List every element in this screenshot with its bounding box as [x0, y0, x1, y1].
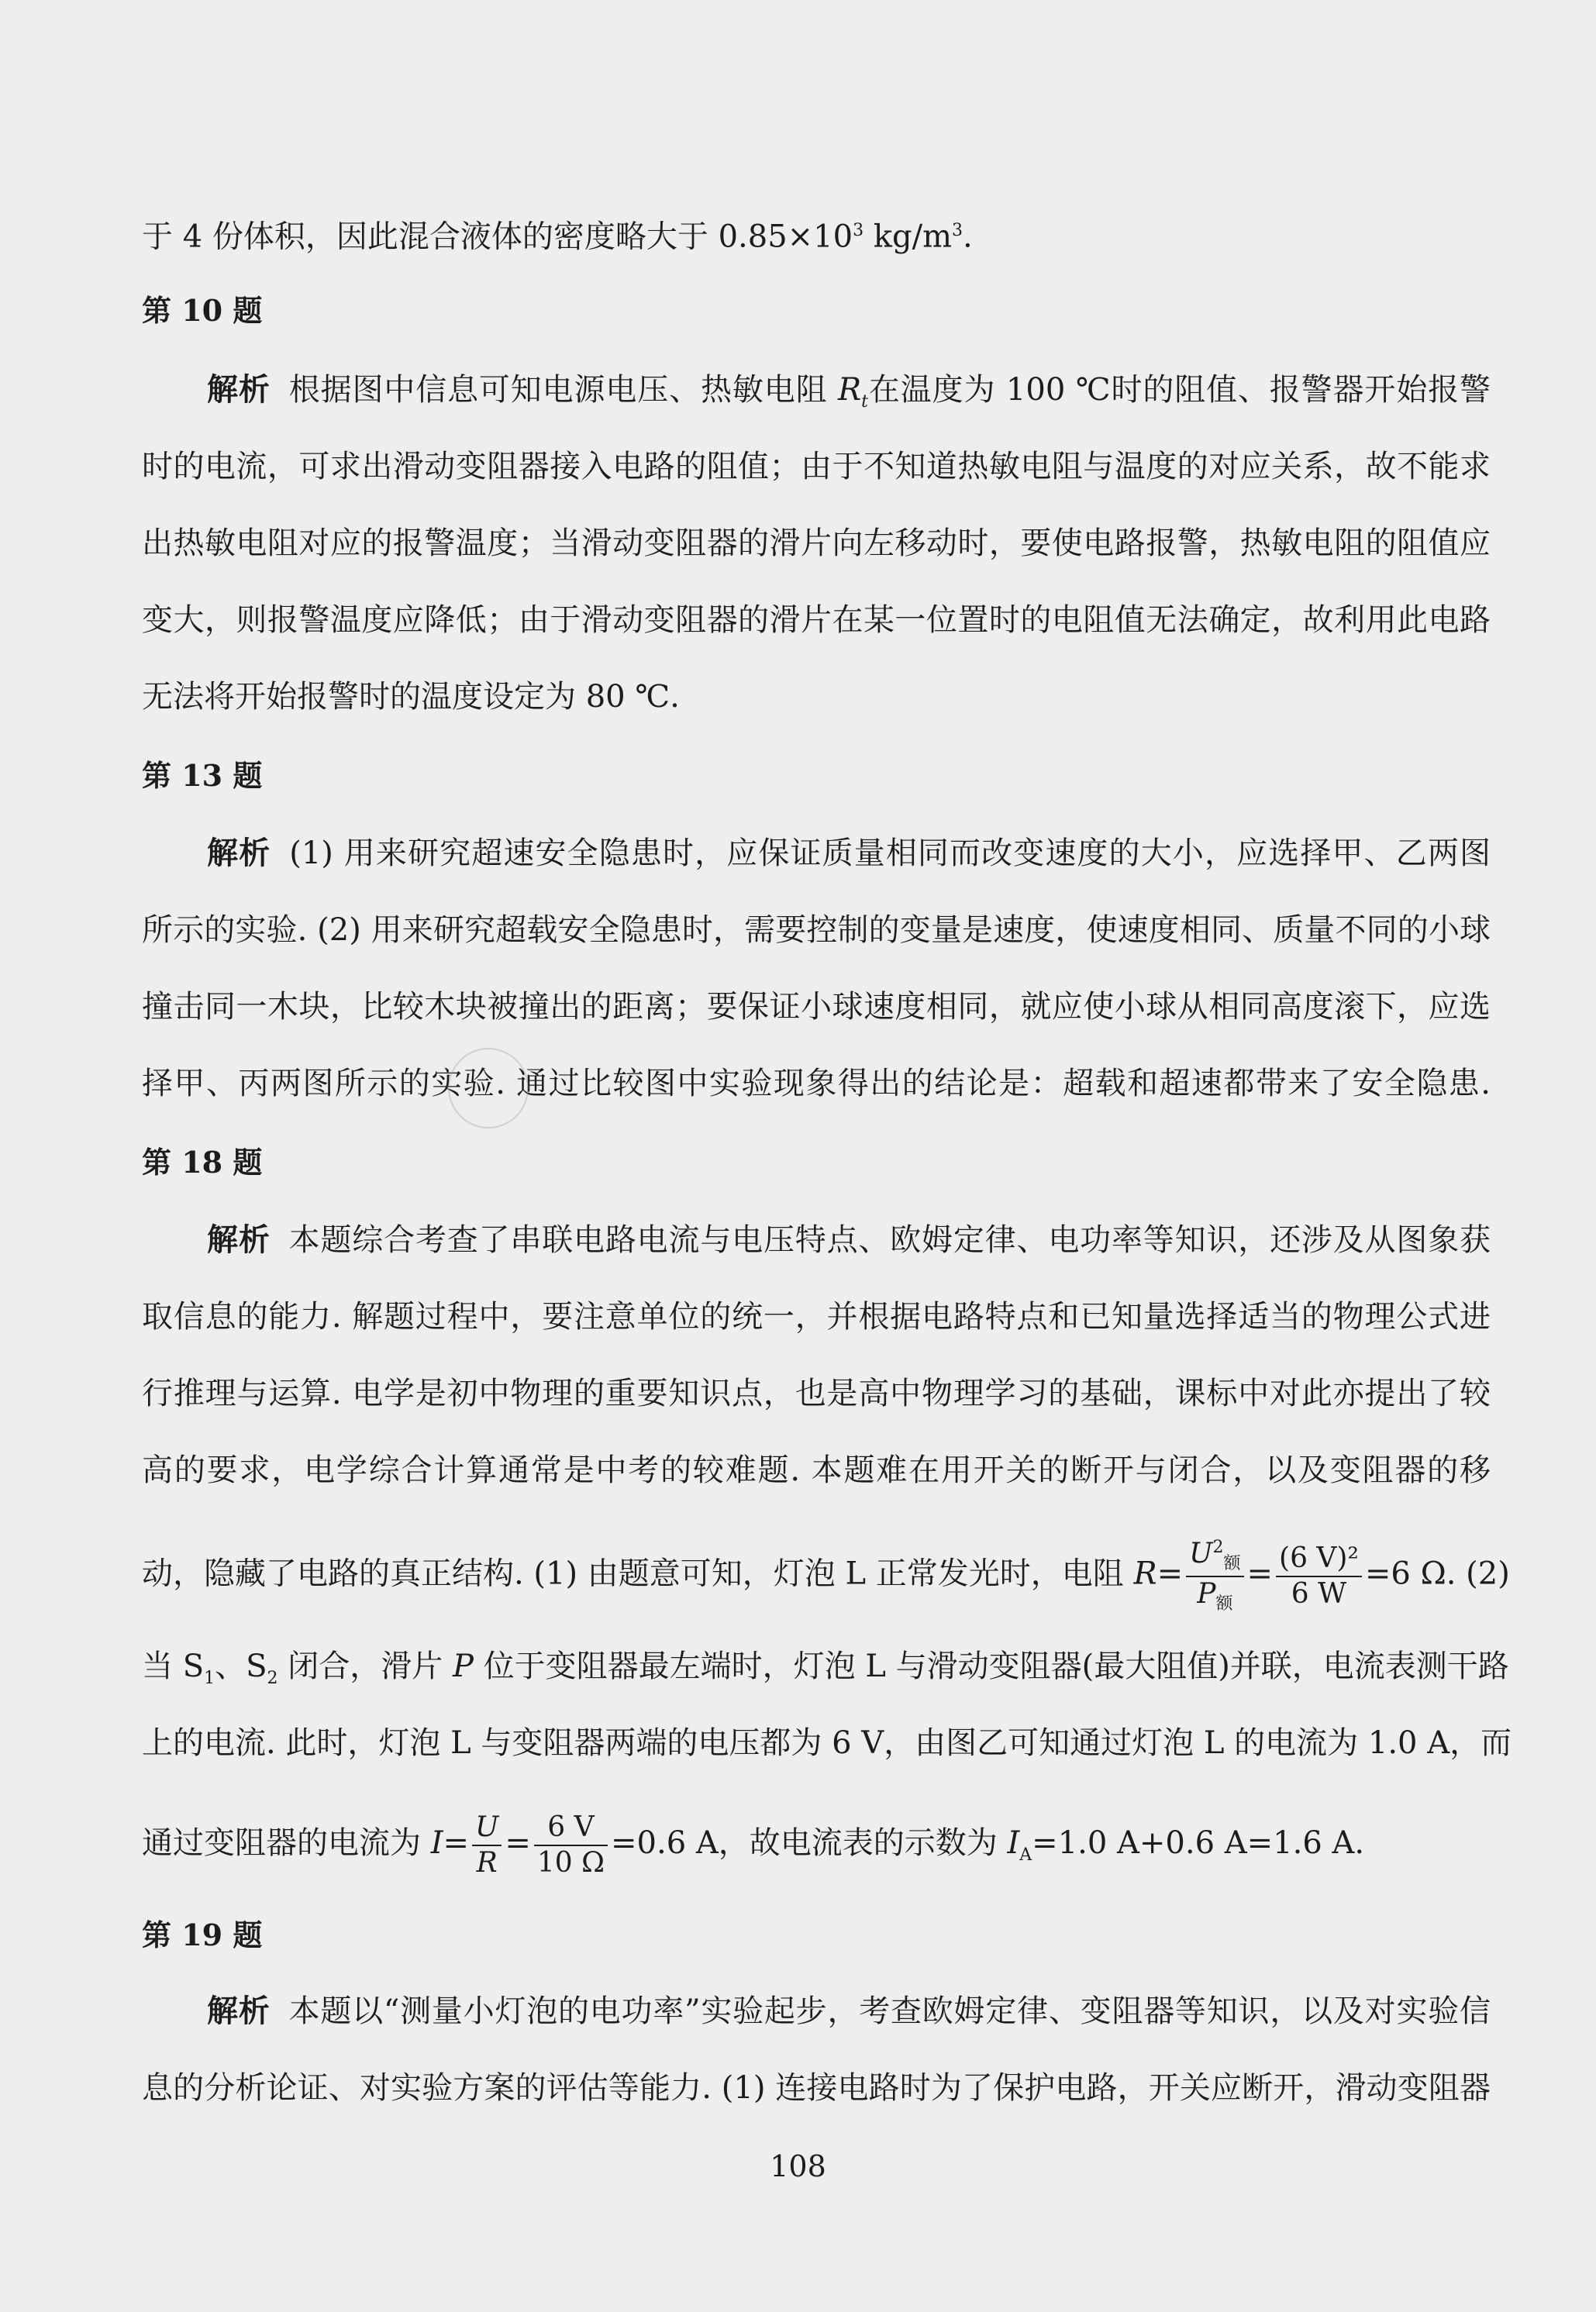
text-span: 根据图中信息可知电源电压、热敏电阻 [288, 372, 839, 408]
formula-line [142, 1538, 1510, 1614]
fraction-denominator: 6 W [1291, 1577, 1347, 1610]
text-span: =6 Ω. (2) [1364, 1556, 1510, 1592]
faint-seal-mark [448, 1048, 529, 1128]
text-line [142, 832, 1491, 874]
text-line: 上的电流. 此时，灯泡 L 与变阻器两端的电压都为 6 V，由图乙可知通过灯泡 L 的电流为 1.0 A，而 [142, 1725, 1512, 1761]
text-line [142, 369, 1491, 423]
variable: R [1133, 1556, 1157, 1592]
text-line: 择甲、丙两图所示的实验. 通过比较图中实验现象得出的结论是：超载和超速都带来了安全隐患. [142, 1066, 1491, 1101]
variable: U [1189, 1538, 1213, 1569]
text-span: 当 S [142, 1649, 205, 1684]
text-line: 息的分析论证、对实验方案的评估等能力. (1) 连接电路时为了保护电路，开关应断开，滑动变阻器 [142, 2070, 1491, 2106]
fraction-numerator: U [472, 1814, 502, 1846]
subscript: 额 [1223, 1554, 1241, 1574]
superscript: 3 [952, 221, 963, 240]
text-line: 撞击同一木块，比较木块被撞出的距离；要保证小球速度相同，就应使小球从相同高度滚下，应选 [142, 989, 1491, 1025]
section-heading-q19: 第 19 题 [142, 1917, 263, 1952]
fraction-values [1276, 1542, 1362, 1610]
subscript: t [861, 392, 869, 412]
fraction-power [1186, 1539, 1243, 1613]
superscript: 3 [853, 221, 864, 240]
page-number: 108 [770, 2149, 826, 2183]
fraction-denominator [1186, 1577, 1243, 1613]
text-line: 变大，则报警温度应降低；由于滑动变阻器的滑片在某一位置时的电阻值无法确定，故利用此电路 [142, 602, 1491, 638]
text-line: 无法将开始报警时的温度设定为 80 ℃. [142, 679, 680, 715]
section-heading-q10: 第 10 题 [142, 293, 263, 328]
text-span: 在温度为 100 ℃时的阻值、报警器开始报警 [868, 372, 1491, 408]
fraction-numerator: 6 V [534, 1814, 608, 1846]
analysis-label: 解析 [207, 835, 271, 871]
analysis-label: 解析 [207, 371, 271, 408]
variable: R [838, 372, 862, 408]
variable: I [1007, 1825, 1020, 1861]
superscript: 2 [1212, 1538, 1224, 1557]
subscript: 额 [1215, 1594, 1233, 1614]
formula-line [142, 1811, 1491, 1879]
text-line: 出热敏电阻对应的报警温度；当滑动变阻器的滑片向左移动时，要使电路报警，热敏电阻的阻值应 [142, 525, 1491, 561]
fraction-denominator: 10 Ω [536, 1847, 605, 1879]
subscript: 2 [267, 1669, 278, 1688]
fraction-denominator: R [476, 1847, 498, 1879]
text-span: 、S [215, 1649, 267, 1684]
equals-sign: = [1246, 1556, 1274, 1592]
section-heading-q13: 第 13 题 [142, 758, 263, 793]
text-span: 本题综合考查了串联电路电流与电压特点、欧姆定律、电功率等知识，还涉及从图象获 [288, 1222, 1491, 1258]
equals-sign: = [505, 1825, 531, 1861]
text-line: 高的要求，电学综合计算通常是中考的较难题. 本题难在用开关的断开与闭合，以及变阻器的移 [142, 1452, 1491, 1488]
text-line: 时的电流，可求出滑动变阻器接入电路的阻值；由于不知道热敏电阻与温度的对应关系，故不能求 [142, 449, 1491, 484]
analysis-label: 解析 [207, 1993, 271, 2029]
text-span: 于 4 份体积，因此混合液体的密度略大于 0.85×10 [142, 219, 853, 255]
text-span: 位于变阻器最左端时，灯泡 L 与滑动变阻器(最大阻值)并联，电流表测干路 [473, 1649, 1509, 1684]
fraction-values [534, 1811, 608, 1879]
subscript: A [1019, 1845, 1032, 1865]
text-span: =1.0 A+0.6 A=1.6 A. [1032, 1825, 1365, 1861]
equals-sign: = [1156, 1556, 1184, 1592]
variable: P [1197, 1578, 1216, 1611]
text-span: 本题以“测量小灯泡的电功率”实验起步，考查欧姆定律、变阻器等知识，以及对实验信 [288, 1993, 1491, 2029]
variable: I [430, 1825, 443, 1861]
variable: P [452, 1649, 474, 1684]
text-span: kg/m [863, 219, 953, 255]
text-line [142, 1645, 1509, 1700]
text-span: . [963, 219, 973, 255]
equals-sign: = [443, 1825, 470, 1861]
section-heading-q18: 第 18 题 [142, 1145, 263, 1180]
text-line [142, 210, 1491, 257]
text-line [142, 1219, 1491, 1261]
subscript: 1 [204, 1669, 215, 1688]
text-span: (1) 用来研究超速安全隐患时，应保证质量相同而改变速度的大小，应选择甲、乙两图 [289, 836, 1491, 871]
text-line: 所示的实验. (2) 用来研究超载安全隐患时，需要控制的变量是速度，使速度相同、质量不同的小球 [142, 912, 1491, 948]
text-line: 行推理与运算. 电学是初中物理的重要知识点，也是高中物理学习的基础，课标中对此亦提出了较 [142, 1376, 1491, 1411]
text-span: 闭合，滑片 [277, 1649, 453, 1684]
analysis-label: 解析 [207, 1221, 271, 1258]
text-line: 取信息的能力. 解题过程中，要注意单位的统一，并根据电路特点和已知量选择适当的物理公式进 [142, 1299, 1491, 1335]
text-span: 动，隐藏了电路的真正结构. (1) 由题意可知，灯泡 L 正常发光时，电阻 [142, 1556, 1134, 1592]
fraction-numerator [1186, 1539, 1243, 1577]
fraction-ohm [472, 1811, 502, 1879]
text-line [142, 1990, 1491, 2032]
fraction-numerator: (6 V)² [1276, 1545, 1362, 1577]
text-span: =0.6 A，故电流表的示数为 [611, 1825, 1008, 1861]
text-span: 通过变阻器的电流为 [142, 1825, 431, 1861]
